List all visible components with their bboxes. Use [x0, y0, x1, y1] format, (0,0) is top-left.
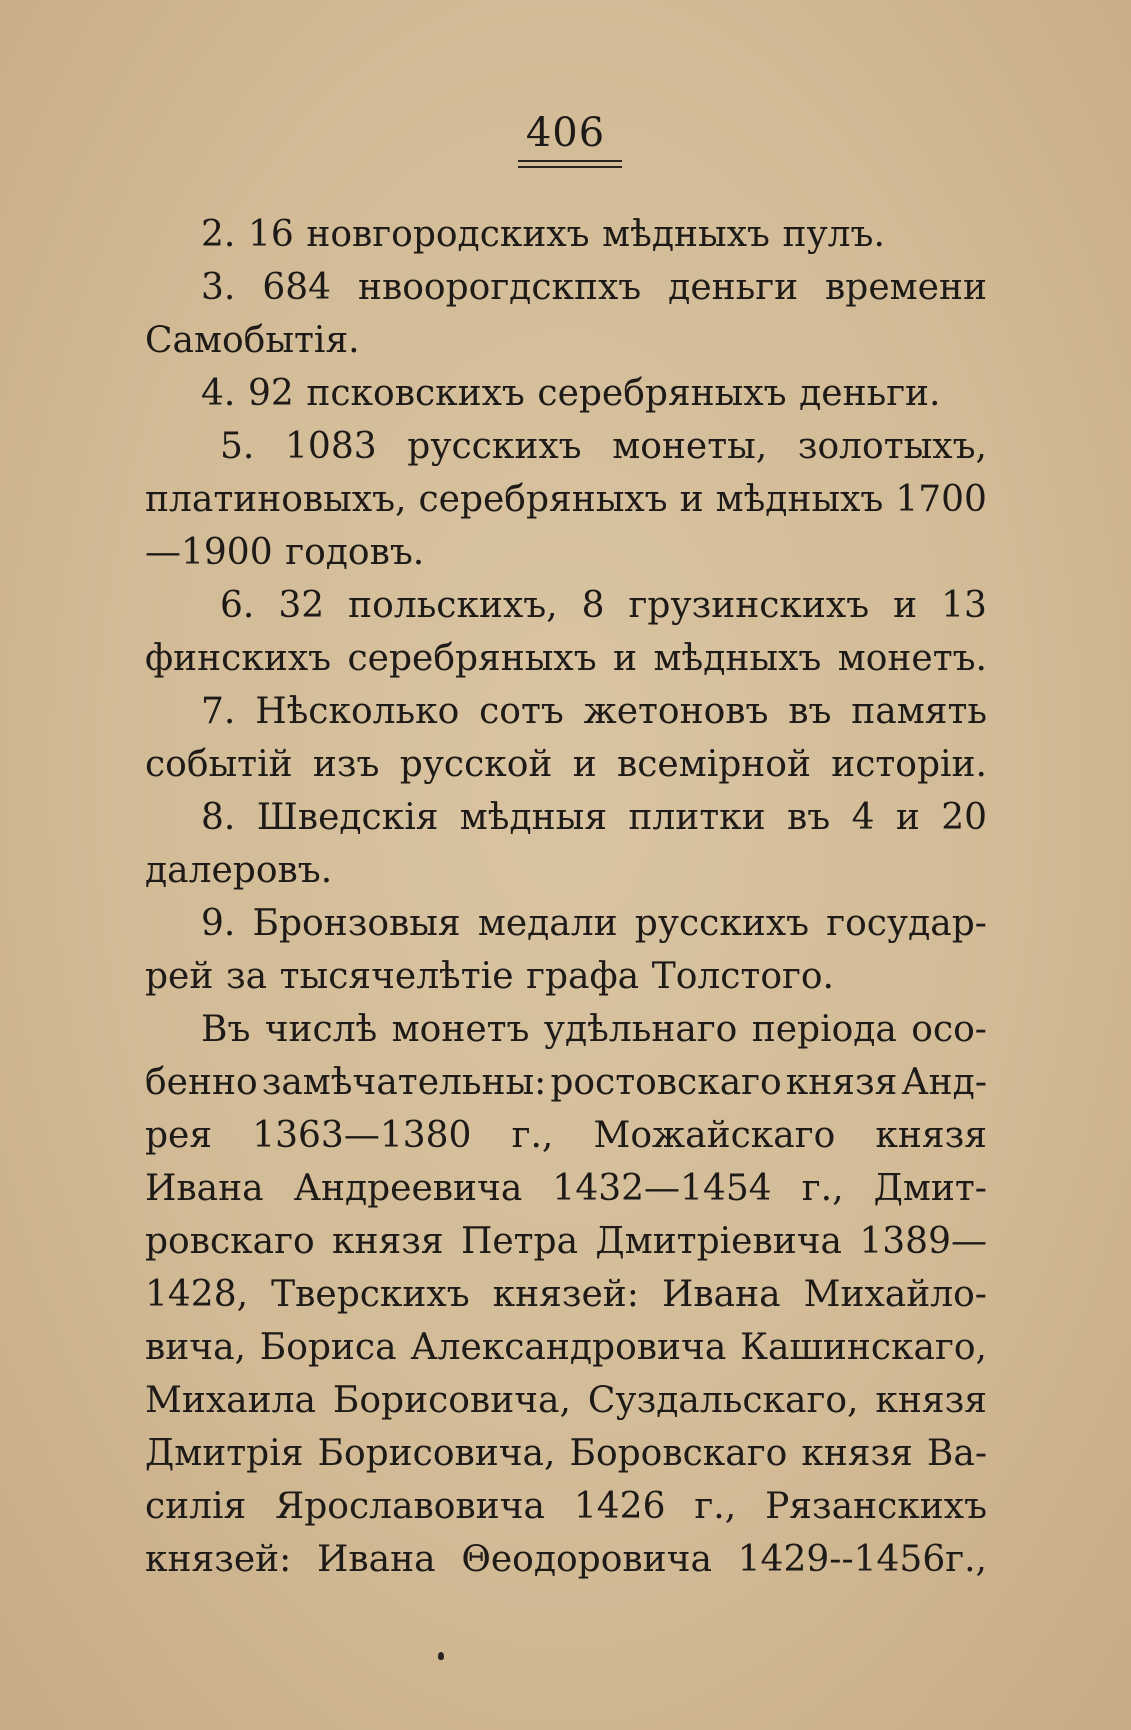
text-line: рея 1363—1380 г., Можайскаго князя [145, 1115, 987, 1156]
text-line: Дмитрія Борисовича, Боровскаго князя Ва- [145, 1433, 987, 1474]
text-line: 9. Бронзовыя медали русскихъ государ- [201, 903, 987, 944]
header-rule-top [518, 160, 622, 162]
text-line: вича, Бориса Александровича Кашинскаго, [145, 1327, 987, 1368]
text-line: бенно замѣчательны: ростовскаго князя Анд- [145, 1062, 987, 1103]
text-line: Ивана Андреевича 1432—1454 г., Дмит- [145, 1168, 987, 1209]
text-line: Михаила Борисовича, Суздальскаго, князя [145, 1380, 987, 1421]
text-line: 3. 684 нвоорогдскпхъ деньги времени [201, 267, 987, 308]
text-block [145, 208, 987, 1586]
text-line: Въ числѣ монетъ удѣльнаго періода осо- [201, 1009, 987, 1050]
text-line: 4. 92 псковскихъ серебряныхъ деньги. [201, 373, 941, 414]
text-line: финскихъ серебряныхъ и мѣдныхъ монетъ. [145, 638, 987, 679]
text-line: платиновыхъ, серебряныхъ и мѣдныхъ 1700 [145, 479, 987, 520]
text-line: —1900 годовъ. [145, 532, 425, 573]
text-line: силія Ярославовича 1426 г., Рязанскихъ [145, 1486, 987, 1527]
text-line: ровскаго князя Петра Дмитріевича 1389— [145, 1221, 987, 1262]
text-line: Самобытія. [145, 320, 360, 361]
text-line: событій изъ русской и всемірной исторіи. [145, 744, 987, 785]
text-line: 8. Шведскія мѣдныя плитки въ 4 и 20 [201, 797, 987, 838]
text-line: 1428, Тверскихъ князей: Ивана Михайло- [145, 1274, 987, 1315]
text-line: 6. 32 польскихъ, 8 грузинскихъ и 13 [220, 585, 987, 626]
bottom-mark [438, 1652, 444, 1660]
text-line: 7. Нѣсколько сотъ жетоновъ въ память [201, 691, 987, 732]
text-line: 2. 16 новгородскихъ мѣдныхъ пулъ. [201, 214, 885, 255]
header-rule-bottom [518, 166, 622, 168]
text-line: князей: Ивана Θеодоровича 1429--1456г., [145, 1539, 987, 1580]
text-line: 5. 1083 русскихъ монеты, золотыхъ, [220, 426, 987, 467]
text-line: далеровъ. [145, 850, 333, 891]
text-line: рей за тысячелѣтіе графа Толстого. [145, 956, 834, 997]
page-number: 406 [525, 110, 606, 156]
